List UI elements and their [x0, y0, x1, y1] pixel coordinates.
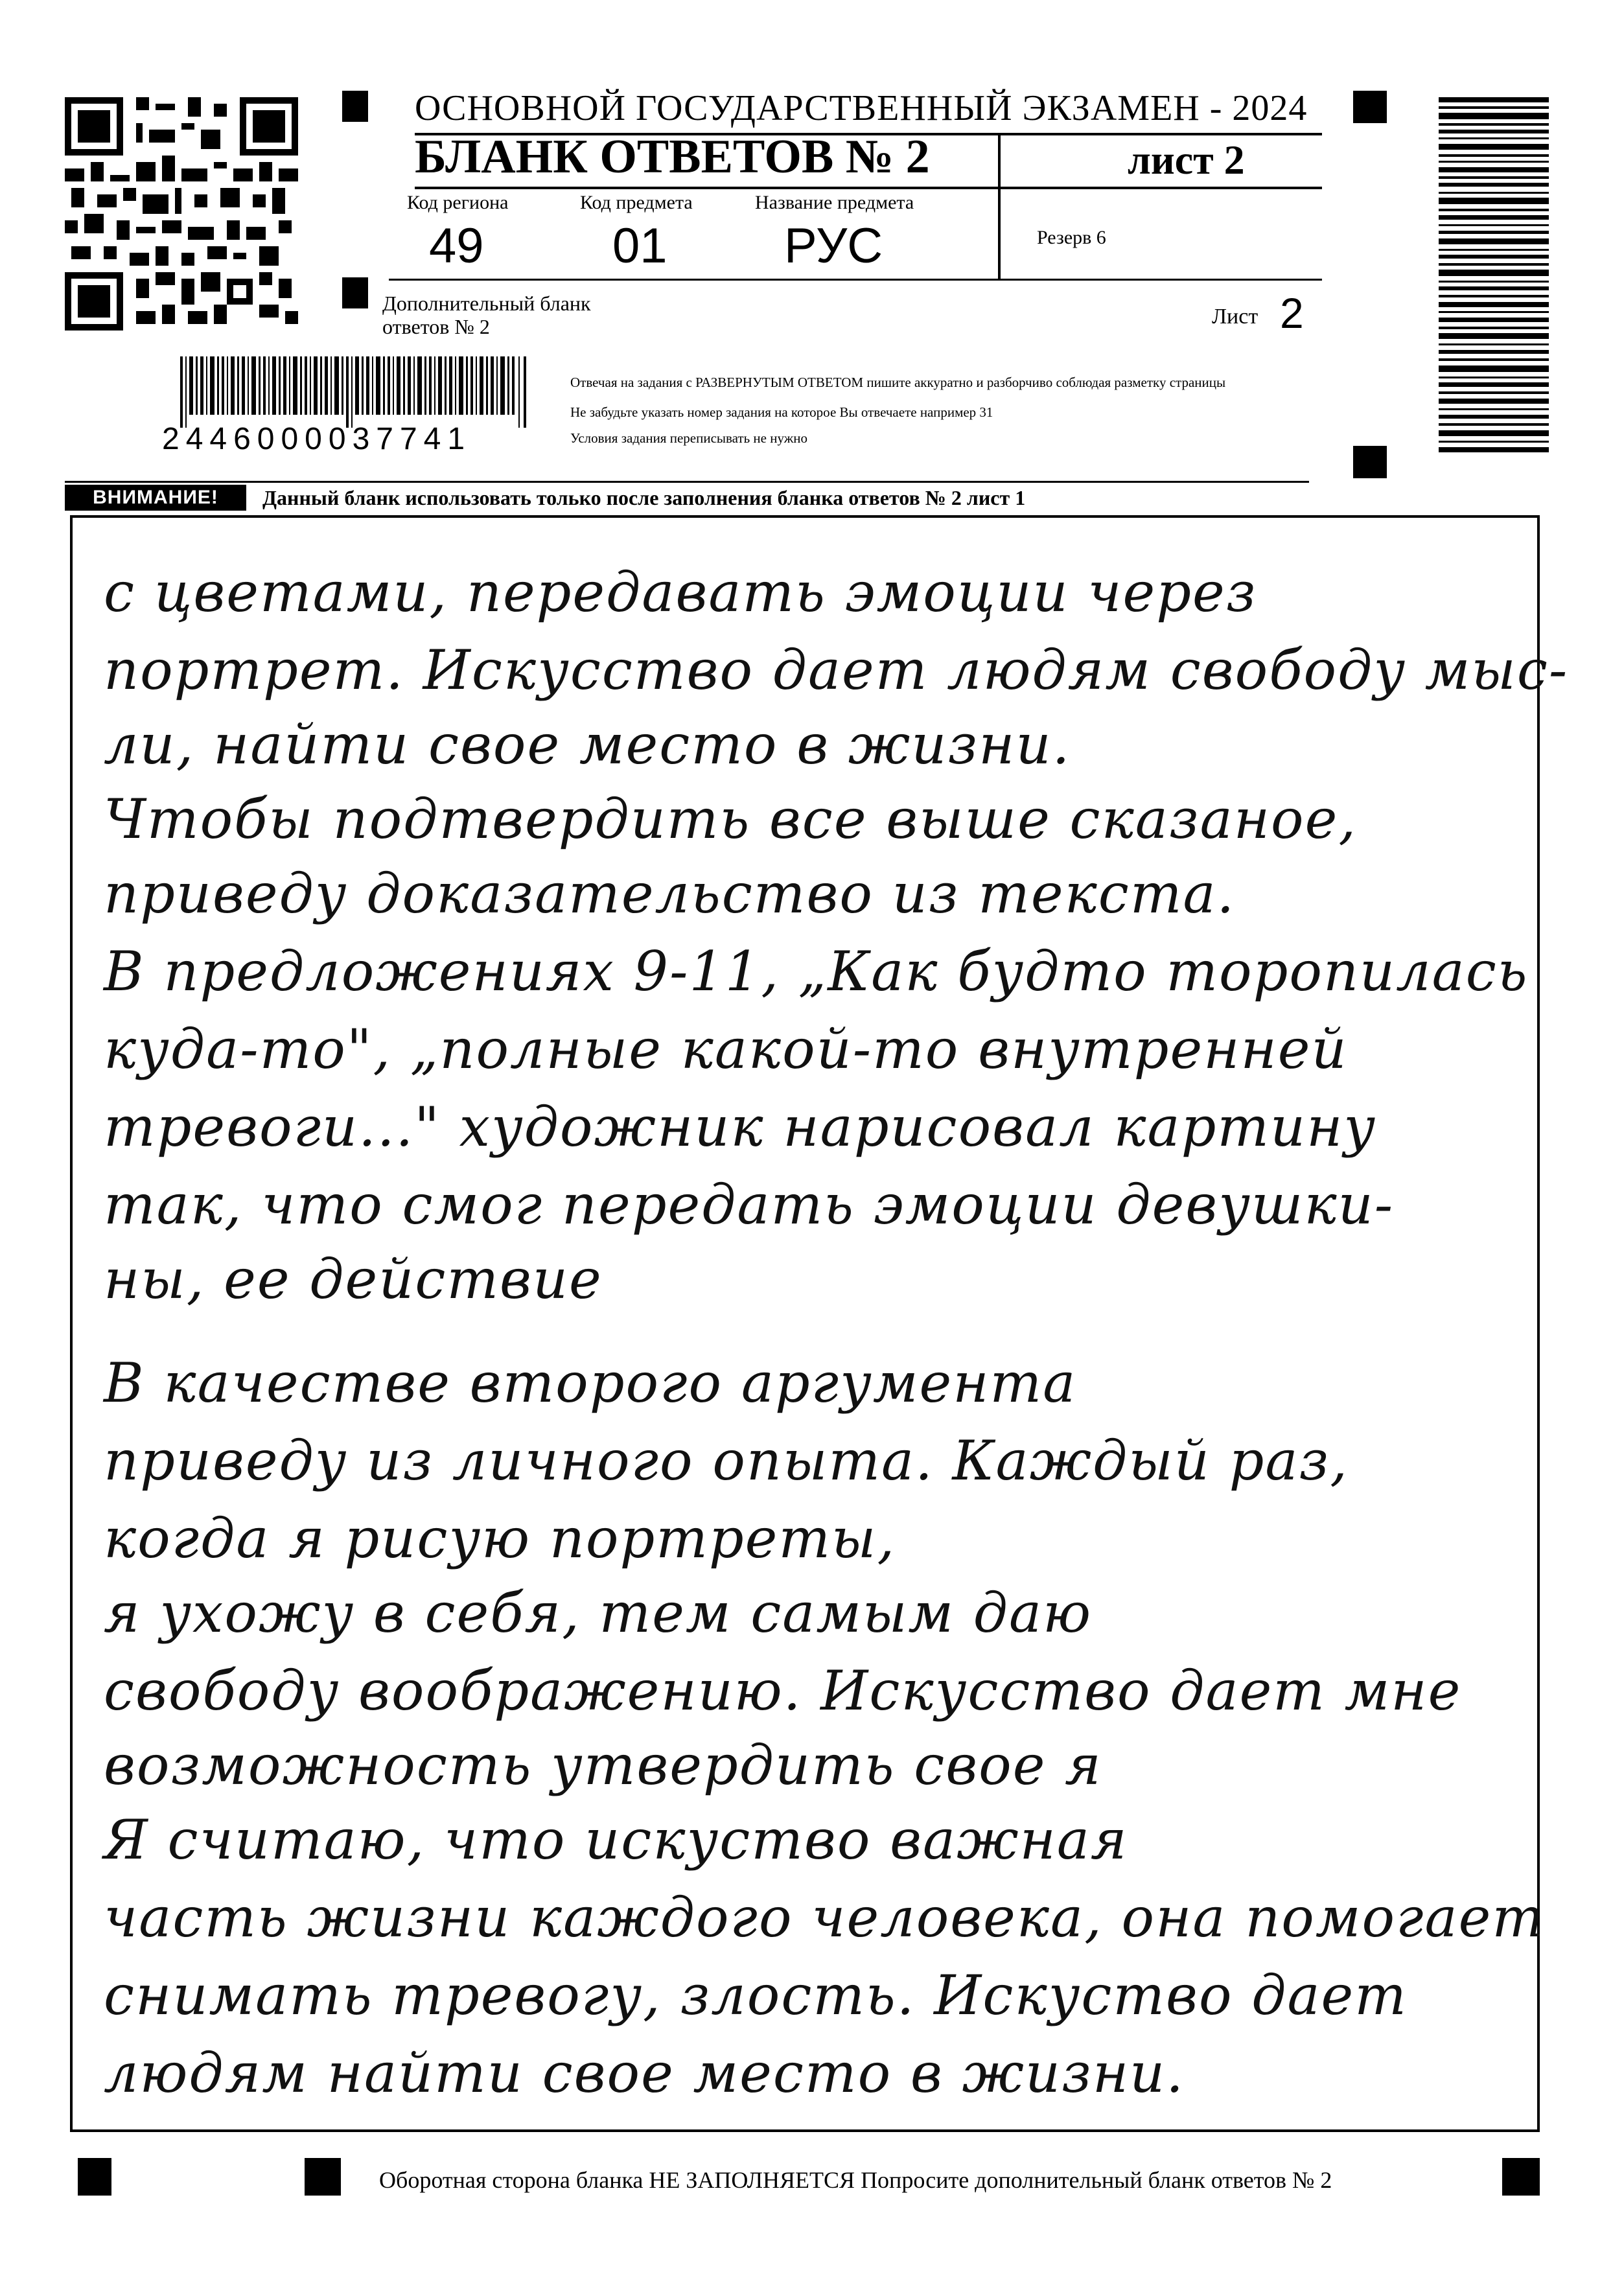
region-label: Код региона	[407, 192, 509, 213]
side-barcode	[1439, 97, 1549, 460]
answer-line: снимать тревогу, злость. Искуство дает	[104, 1964, 1408, 2027]
answer-line: ли, найти свое место в жизни.	[104, 713, 1071, 776]
answer-line: тревоги..." художник нарисовал картину	[104, 1095, 1377, 1159]
subject-code-value: 01	[612, 218, 667, 273]
form-barcode	[180, 356, 530, 428]
subject-name-label: Название предмета	[755, 192, 914, 213]
divider	[998, 133, 1001, 279]
registration-marker	[1353, 91, 1387, 123]
answer-line: когда я рисую портреты,	[104, 1507, 896, 1570]
answer-line: свободу воображению. Искусство дает мне	[104, 1659, 1462, 1722]
additional-blank-label: Дополнительный бланк ответов № 2	[382, 292, 591, 338]
registration-marker	[305, 2158, 341, 2196]
registration-marker	[342, 277, 368, 308]
subject-name-value: РУС	[784, 218, 883, 273]
registration-marker	[1353, 446, 1387, 478]
answer-line: Чтобы подтвердить все выше сказаное,	[104, 787, 1358, 851]
instruction-line: Условия задания переписывать не нужно	[570, 430, 807, 446]
region-value: 49	[429, 218, 484, 273]
subject-code-label: Код предмета	[580, 192, 693, 213]
list-label: Лист	[1212, 305, 1259, 329]
divider	[415, 187, 1322, 189]
answer-line: В предложениях 9-11, „Как будто торопилась	[104, 940, 1529, 1003]
instruction-line: Не забудьте указать номер задания на которое Вы отвечаете например 31	[570, 404, 993, 420]
answer-line: я ухожу в себя, тем самым даю	[104, 1581, 1093, 1645]
registration-marker	[342, 91, 368, 122]
warning-text: Данный бланк использовать только после заполнения бланка ответов № 2 лист 1	[262, 486, 1026, 509]
blank-title: БЛАНК ОТВЕТОВ № 2	[415, 130, 930, 183]
qr-code	[65, 97, 298, 331]
answer-line: приведу из личного опыта. Каждый раз,	[104, 1429, 1349, 1492]
answer-line: куда-то", „полные какой-то внутренней	[104, 1017, 1348, 1081]
registration-marker	[1502, 2158, 1540, 2196]
answer-line: часть жизни каждого человека, она помогает	[104, 1886, 1545, 1949]
exam-title: ОСНОВНОЙ ГОСУДАРСТВЕННЫЙ ЭКЗАМЕН - 2024	[415, 88, 1308, 128]
answer-line: возможность утвердить свое я	[104, 1734, 1102, 1797]
answer-line: В качестве второго аргумента	[104, 1351, 1077, 1415]
answer-line: портрет. Искусство дает людям свободу мыс-	[104, 638, 1569, 702]
answer-line: людям найти свое место в жизни.	[104, 2041, 1185, 2105]
answer-line: так, что смог передать эмоции девушки-	[104, 1173, 1395, 1236]
reserve-field: Резерв 6	[1037, 227, 1106, 248]
registration-marker	[78, 2158, 111, 2196]
divider	[65, 481, 1309, 483]
sheet-title: лист 2	[1128, 137, 1245, 183]
instruction-line: Отвечая на задания с РАЗВЕРНУТЫМ ОТВЕТОМ пишите аккуратно и разборчиво соблюдая разметку страницы	[570, 375, 1226, 390]
divider	[389, 279, 1322, 281]
answer-line: Я считаю, что искуство важная	[104, 1808, 1128, 1872]
warning-badge: ВНИМАНИЕ!	[65, 485, 246, 511]
list-number: 2	[1280, 289, 1304, 337]
footer-text: Оборотная сторона бланка НЕ ЗАПОЛНЯЕТСЯ Попросите дополнительный бланк ответов № 2	[379, 2167, 1332, 2193]
answer-line: с цветами, передавать эмоции через	[104, 561, 1257, 624]
answer-line: приведу доказательство из текста.	[104, 862, 1236, 925]
answer-line: ны, ее действие	[104, 1247, 603, 1311]
barcode-number: 2446000037741	[162, 422, 472, 456]
